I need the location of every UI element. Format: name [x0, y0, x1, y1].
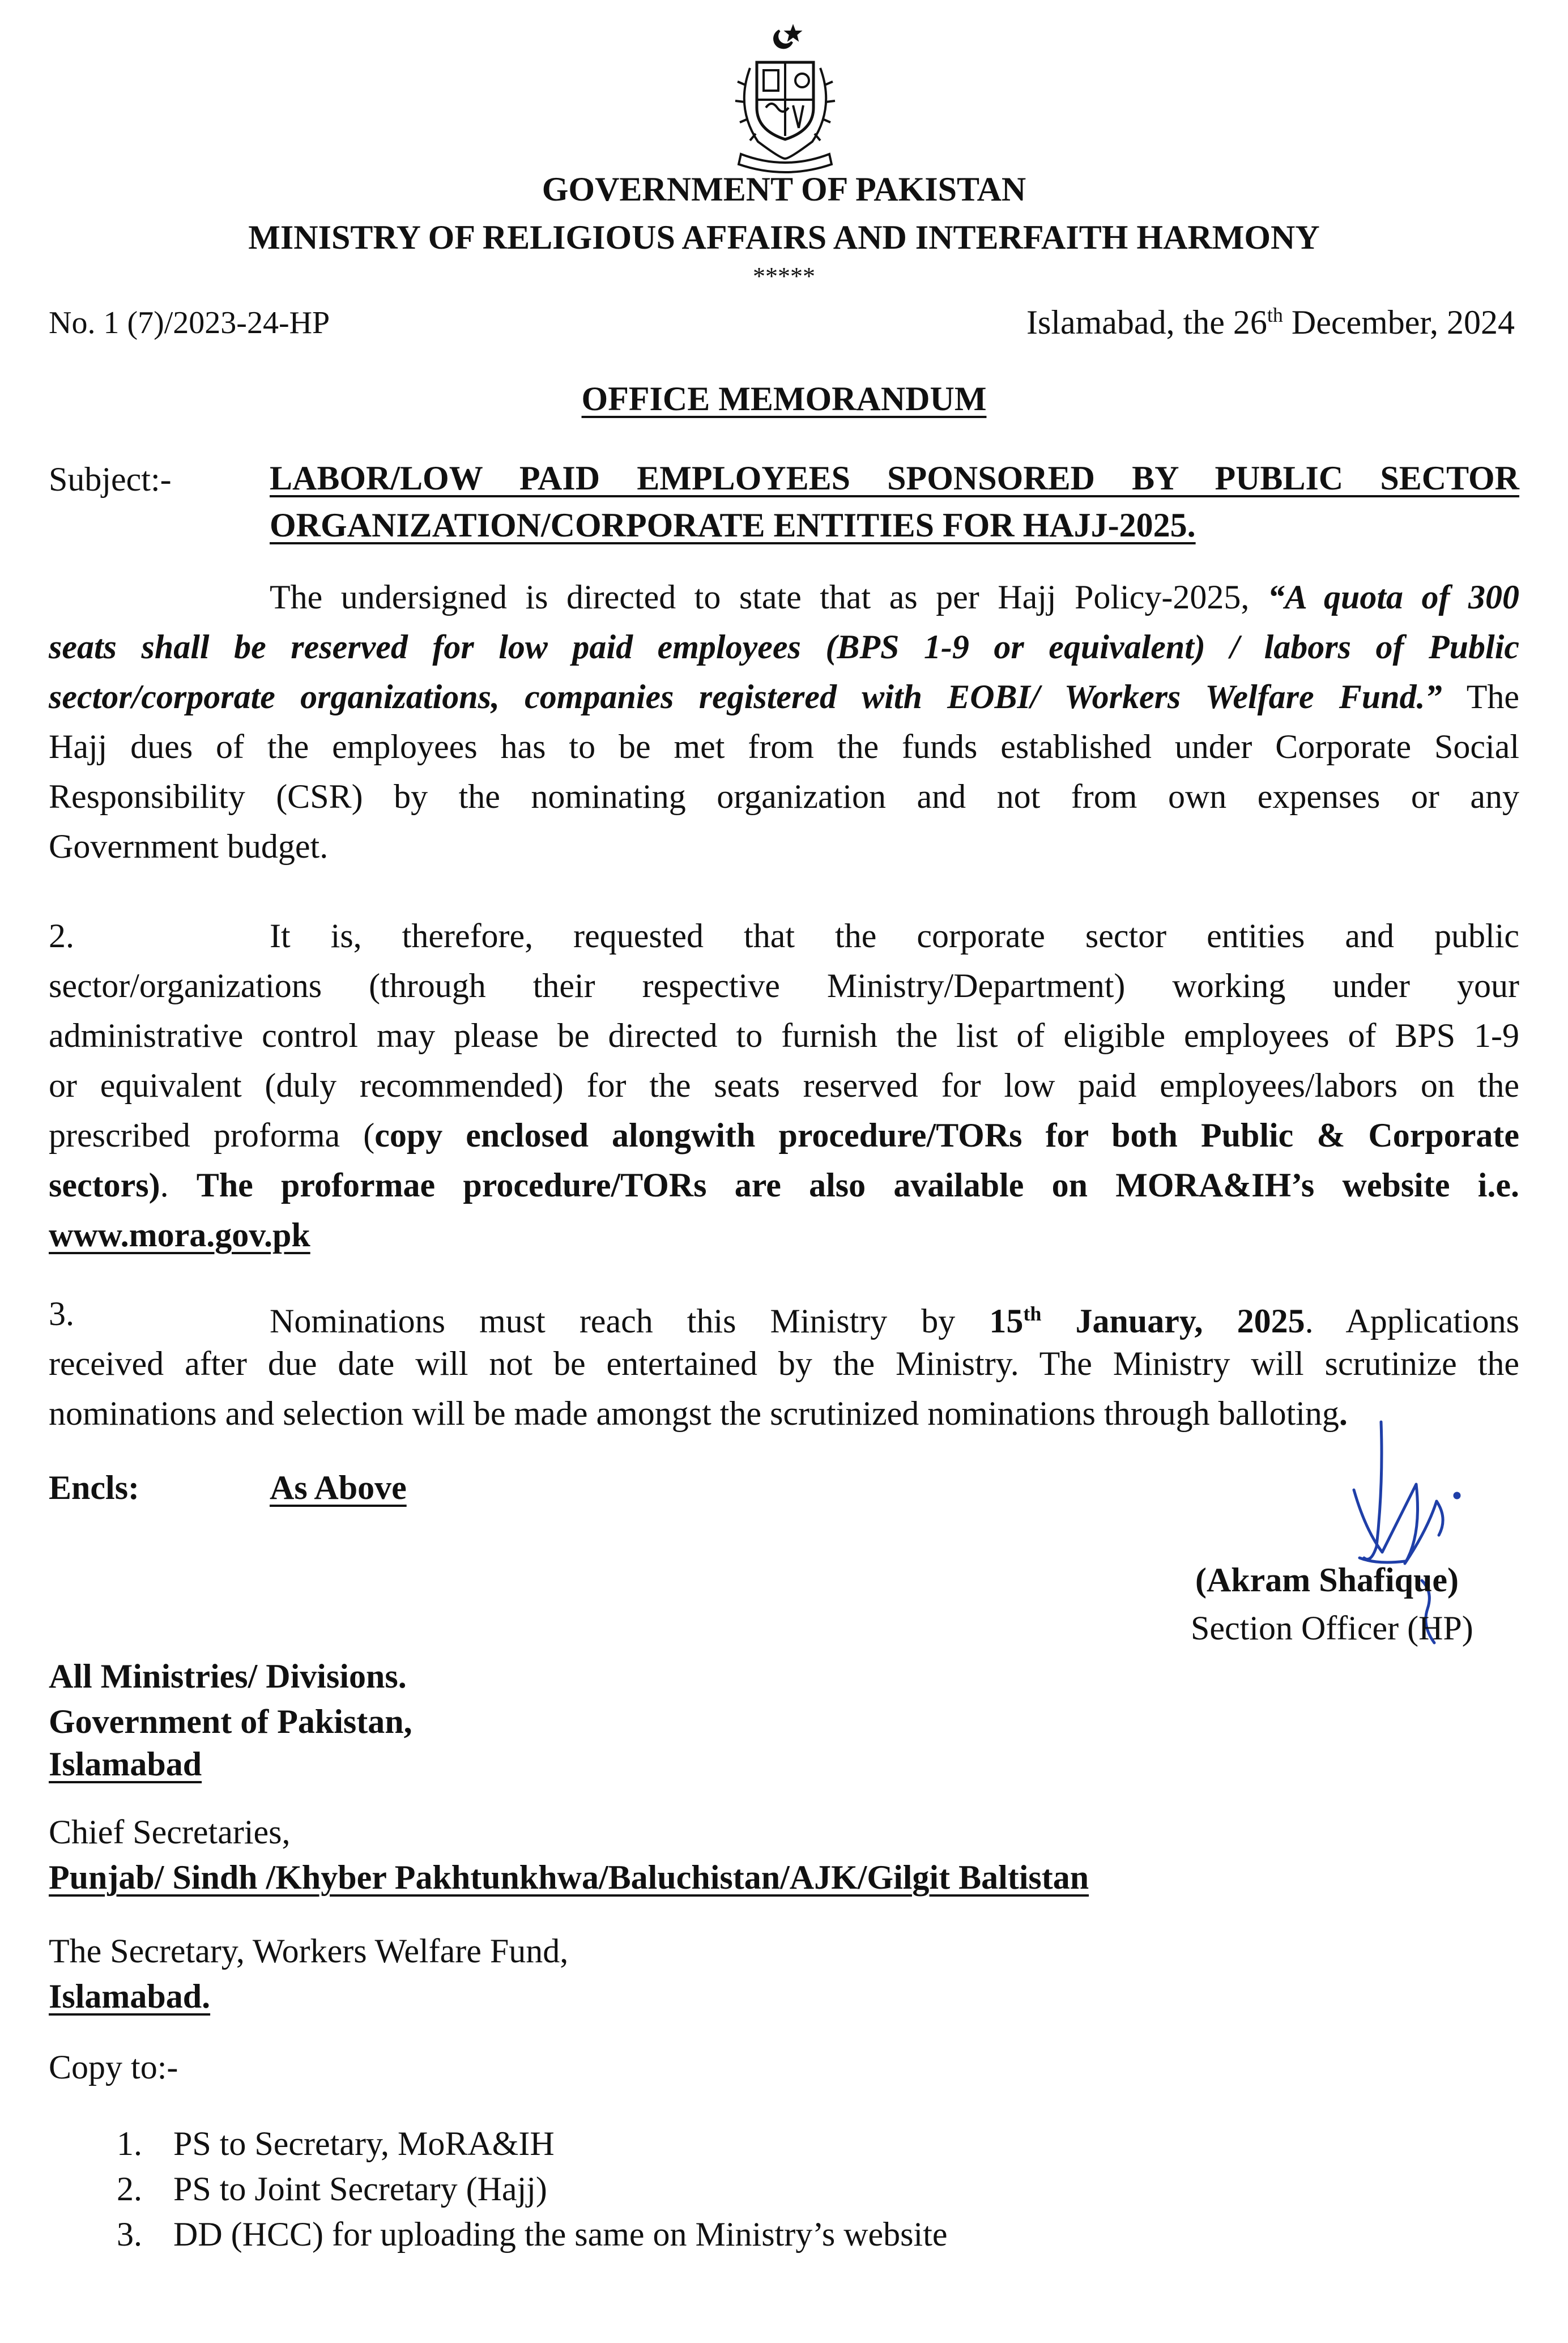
copy-to-item-text: DD (HCC) for uploading the same on Ministry’s website	[173, 2216, 948, 2253]
para1-line3	[49, 672, 1519, 722]
copy-to-item	[117, 2215, 948, 2254]
signatory-designation: Section Officer (HP)	[1191, 1609, 1473, 1647]
para3-line2: received after due date will not be entertained by the Ministry. The Ministry will scrutinize the	[49, 1345, 1519, 1382]
deadline-day: 15	[989, 1302, 1024, 1340]
para1-quote-end: sector/corporate organizations, companies registered with EOBI/ Workers Welfare Fund.”	[49, 678, 1442, 715]
addressee-islamabad: Islamabad	[49, 1745, 202, 1783]
issue-date	[1026, 303, 1515, 342]
para3-period: .	[1339, 1395, 1348, 1432]
copy-to-item-text: PS to Joint Secretary (Hajj)	[173, 2170, 547, 2208]
para1-line6: Government budget.	[49, 828, 329, 865]
para2-line4: or equivalent (duly recommended) for the seats reserved for low paid employees/labors on the	[49, 1067, 1519, 1104]
para2-line2: sector/organizations (through their respective Ministry/Department) working under your	[49, 967, 1519, 1004]
para1-quote-start: “A quota of 300	[1267, 578, 1519, 616]
deadline-month-year: January, 2025	[1041, 1302, 1305, 1340]
para2-sectors: sectors)	[49, 1166, 160, 1204]
subject-line-2: ORGANIZATION/CORPORATE ENTITIES FOR HAJJ-2025.	[270, 506, 1196, 544]
reference-number: No. 1 (7)/2023-24-HP	[49, 305, 330, 340]
para3-text-applications: . Applications	[1305, 1302, 1520, 1340]
para2-line5	[49, 1110, 1519, 1160]
addressee-workers-welfare-fund: The Secretary, Workers Welfare Fund,	[49, 1932, 569, 1970]
copy-to-item-number: 2.	[117, 2170, 142, 2208]
header-stars: *****	[753, 262, 815, 290]
issue-date-text: Islamabad, the 26	[1026, 304, 1267, 341]
para2-website-note: The proformae procedure/TORs are also available on MORA&IH’s website i.e.	[196, 1166, 1520, 1204]
issue-date-suffix: th	[1267, 304, 1283, 326]
copy-to-item	[117, 2170, 547, 2209]
enclosures-label: Encls:	[49, 1469, 140, 1506]
para1-line4: Hajj dues of the employees has to be met from the funds established under Corporate Social	[49, 728, 1519, 765]
para2-text-proforma: prescribed proforma (	[49, 1117, 375, 1154]
memo-title: OFFICE MEMORANDUM	[581, 380, 987, 418]
copy-to-item	[117, 2124, 555, 2163]
para3-line3	[49, 1388, 1519, 1438]
header-ministry-line: MINISTRY OF RELIGIOUS AFFAIRS AND INTERFAITH HARMONY	[248, 219, 1320, 256]
deadline-day-suffix: th	[1023, 1302, 1042, 1325]
addressee-ministries: All Ministries/ Divisions.	[49, 1658, 407, 1695]
para2-line1: It is, therefore, requested that the corporate sector entities and public	[270, 917, 1519, 955]
para3-text-a: Nominations must reach this Ministry by	[270, 1302, 990, 1340]
enclosures-value: As Above	[270, 1469, 407, 1506]
addressee-chief-secretaries: Chief Secretaries,	[49, 1813, 291, 1851]
para1-line5: Responsibility (CSR) by the nominating organization and not from own expenses or any	[49, 778, 1519, 815]
copy-to-item-number: 3.	[117, 2216, 142, 2253]
para1-text-the: The	[1442, 678, 1519, 715]
signatory-name: (Akram Shafique)	[1195, 1561, 1459, 1599]
para3-text-balloting: nominations and selection will be made amongst the scrutinized nominations through balloting	[49, 1395, 1339, 1432]
copy-to-item-number: 1.	[117, 2125, 142, 2162]
copy-to-item-text: PS to Secretary, MoRA&IH	[173, 2125, 555, 2162]
copy-to-label: Copy to:-	[49, 2048, 178, 2086]
para2-line6	[49, 1160, 1519, 1210]
website-link[interactable]: www.mora.gov.pk	[49, 1216, 310, 1254]
para2-enclosure-note: copy enclosed alongwith procedure/TORs for both Public & Corporate	[374, 1117, 1519, 1154]
para1-text-a: The undersigned is directed to state that as per Hajj Policy-2025,	[270, 578, 1268, 616]
header-government-line: GOVERNMENT OF PAKISTAN	[542, 171, 1026, 208]
addressee-government: Government of Pakistan,	[49, 1703, 412, 1740]
para2-number: 2.	[49, 917, 74, 955]
subject-line-1: LABOR/LOW PAID EMPLOYEES SPONSORED BY PUBLIC SECTOR	[270, 459, 1519, 497]
para2-line3: administrative control may please be directed to furnish the list of eligible employees of BPS 1-9	[49, 1017, 1519, 1054]
addressee-islamabad-2: Islamabad.	[49, 1978, 211, 2015]
addressee-provinces: Punjab/ Sindh /Khyber Pakhtunkhwa/Baluchistan/AJK/Gilgit Baltistan	[49, 1859, 1089, 1896]
para1-line1	[270, 572, 1519, 622]
para3-number: 3.	[49, 1295, 74, 1332]
issue-date-month-year: December, 2024	[1282, 304, 1515, 341]
para3-line1	[270, 1289, 1519, 1346]
subject-label: Subject:-	[49, 461, 172, 498]
para1-line2: seats shall be reserved for low paid employees (BPS 1-9 or equivalent) / labors of Public	[49, 628, 1519, 666]
para2-period: .	[160, 1166, 197, 1204]
government-emblem-icon	[718, 23, 852, 176]
